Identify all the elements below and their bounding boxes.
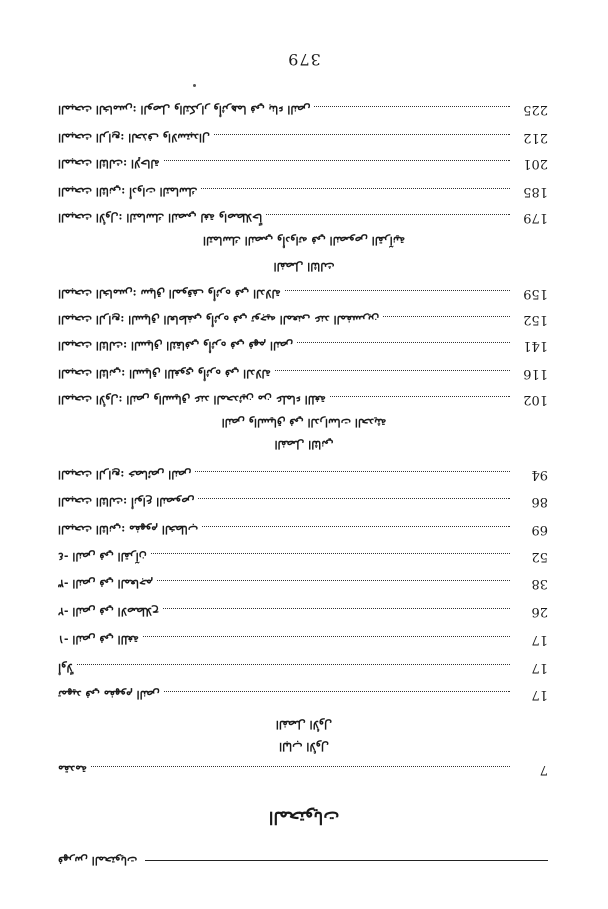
toc-entry[interactable] bbox=[58, 759, 548, 777]
toc-page-number: 86 bbox=[531, 494, 548, 509]
dot-leader bbox=[77, 664, 510, 666]
toc-page-number: 94 bbox=[531, 467, 548, 482]
dot-leader bbox=[164, 691, 510, 693]
dot-leader bbox=[195, 471, 510, 473]
toc-title: ١- النص في اللغة bbox=[58, 633, 139, 646]
dot-leader bbox=[91, 766, 510, 768]
dot-leader bbox=[198, 498, 510, 500]
toc-entry[interactable] bbox=[58, 363, 548, 381]
toc-page-number: 116 bbox=[523, 366, 548, 381]
toc-entry[interactable] bbox=[58, 207, 548, 225]
toc-page-number: 52 bbox=[531, 549, 548, 564]
toc-page-number: 185 bbox=[523, 184, 548, 199]
page-number: 379 bbox=[287, 50, 321, 69]
dot-leader bbox=[214, 134, 510, 136]
toc-page-number: 159 bbox=[523, 286, 548, 301]
toc-page-number: 69 bbox=[531, 522, 548, 537]
toc-page-number: 152 bbox=[523, 312, 548, 327]
toc-page-number: 141 bbox=[523, 338, 548, 353]
toc-entry[interactable] bbox=[58, 153, 548, 171]
dot-leader bbox=[163, 608, 510, 610]
toc-page-number: 201 bbox=[523, 156, 548, 171]
header-rule bbox=[145, 861, 548, 862]
toc-entry[interactable] bbox=[58, 519, 548, 537]
toc-page-number: 26 bbox=[531, 604, 548, 619]
toc-title: ٤- النص في القرآن bbox=[58, 550, 147, 563]
toc-title: المبحث الرابع: السياق العاطفي وأثره في توجيه المعنى عند المفسرين bbox=[58, 313, 380, 326]
group-heading: الباب الأول bbox=[279, 740, 329, 753]
toc-title: المبحث الرابع: خصائص النص bbox=[58, 468, 192, 481]
toc-page-number: 17 bbox=[531, 632, 548, 647]
toc-entry[interactable] bbox=[58, 491, 548, 509]
dot-leader bbox=[383, 316, 510, 318]
toc-title: المبحث الأول: التماسك النصي لغة واصطلاحاً bbox=[58, 211, 263, 224]
dot-leader bbox=[157, 580, 510, 582]
toc-entry[interactable] bbox=[58, 283, 548, 301]
dot-leader bbox=[143, 636, 510, 638]
toc-entry[interactable] bbox=[58, 601, 548, 619]
main-heading: المحتويات bbox=[268, 807, 340, 827]
toc-page-number: 38 bbox=[531, 576, 548, 591]
dot-leader bbox=[201, 188, 510, 190]
toc-entry[interactable] bbox=[58, 657, 548, 675]
dot-leader bbox=[202, 526, 510, 528]
group-subheading: التماسك النصي وأدواته في النصوص القرآنية bbox=[202, 234, 406, 247]
dot-leader bbox=[285, 290, 510, 292]
toc-title: المبحث الخامس: سياق الموقف وأثره في الدلالة bbox=[58, 287, 281, 300]
dot-leader bbox=[266, 214, 510, 216]
toc-title: المبحث الخامس: الوصل والتكرار وأثرهما في بناء النص bbox=[58, 103, 311, 116]
toc-title: مقدمة bbox=[58, 763, 88, 776]
group-subheading: النص والسياق في الدراسات الحديثة bbox=[221, 416, 387, 429]
group-heading: الفصل الثاني bbox=[274, 438, 334, 451]
toc-entry[interactable] bbox=[58, 546, 548, 564]
toc-title: المبحث الثاني: السياق اللغوي وأثره في الدلالة bbox=[58, 367, 271, 380]
toc-page-number: 102 bbox=[523, 392, 548, 407]
dot-leader bbox=[315, 106, 511, 108]
dot-leader bbox=[297, 342, 510, 344]
toc-title: المبحث الرابع: الحذف والاستبدال bbox=[58, 131, 210, 144]
toc-title: المبحث الثاني: مفهوم الخطاب bbox=[58, 523, 199, 536]
toc-title: ٢- النص في الاصطلاح bbox=[58, 605, 159, 618]
toc-title: ٣- النص في المعاجم bbox=[58, 577, 154, 590]
toc-title: المبحث الثالث: أنواع النصوص bbox=[58, 495, 195, 508]
group-subheading: الفصل الأول bbox=[275, 718, 333, 731]
toc-entry[interactable] bbox=[58, 684, 548, 702]
dot-leader bbox=[275, 370, 510, 372]
toc-entry[interactable] bbox=[58, 335, 548, 353]
toc-page-number: 17 bbox=[531, 660, 548, 675]
toc-page-number: 212 bbox=[523, 130, 548, 145]
toc-title: أولاً bbox=[58, 661, 73, 674]
scan-speck bbox=[193, 84, 196, 87]
toc-title: المبحث الثالث: الإحالة bbox=[58, 157, 160, 170]
toc-entry[interactable] bbox=[58, 309, 548, 327]
dot-leader bbox=[330, 396, 510, 398]
toc-entry[interactable] bbox=[58, 99, 548, 117]
dot-leader bbox=[164, 160, 510, 162]
toc-entry[interactable] bbox=[58, 389, 548, 407]
group-heading: الفصل الثالث bbox=[273, 260, 335, 273]
toc-title: المبحث الأول: النص والسياق عند المحدثين من علماء اللغة bbox=[58, 393, 326, 406]
toc-entry[interactable] bbox=[58, 573, 548, 591]
toc-page-number: 17 bbox=[531, 687, 548, 702]
header-line-text: فهرس المحتويات bbox=[58, 854, 138, 868]
toc-page-number: 179 bbox=[523, 210, 548, 225]
toc-entry[interactable] bbox=[58, 181, 548, 199]
toc-entry[interactable] bbox=[58, 464, 548, 482]
toc-title: تمهيد في مفهوم النص bbox=[58, 688, 160, 701]
dot-leader bbox=[151, 553, 510, 555]
toc-entry[interactable] bbox=[58, 629, 548, 647]
toc-page-number: 225 bbox=[523, 102, 548, 117]
toc-page-number: 7 bbox=[539, 762, 548, 777]
toc-entry[interactable] bbox=[58, 127, 548, 145]
toc-title: المبحث الثالث: السياق الثقافي وأثره في فهم النص bbox=[58, 339, 294, 352]
header-line bbox=[58, 853, 548, 869]
toc-title: المبحث الثاني: أدوات التماسك bbox=[58, 185, 198, 198]
